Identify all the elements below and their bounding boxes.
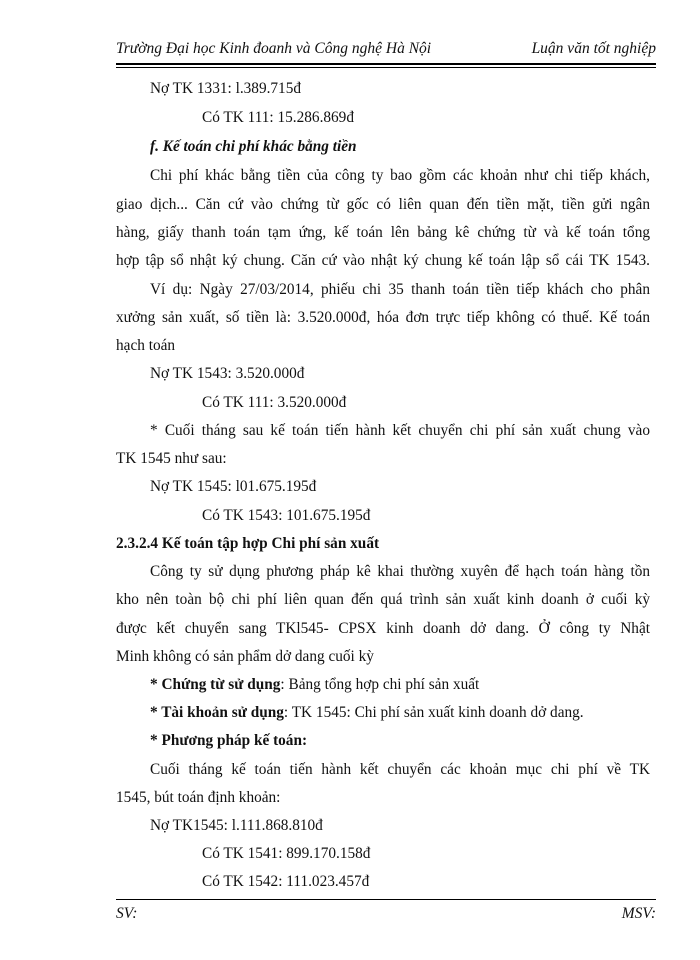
paragraph-line: hạch toán	[116, 337, 176, 354]
bullet-accounts-label: * Tài khoản sử dụng	[150, 704, 284, 721]
paragraph-line: Minh không có sản phẩm dở dang cuối kỳ	[116, 648, 374, 665]
bullet-accounts-text: : TK 1545: Chi phí sản xuất kinh doanh dở dang.	[283, 704, 584, 721]
entry-debit-1545-b: Nợ TK1545: l.111.868.810đ	[150, 817, 323, 834]
bullet-documents-text: : Bảng tổng hợp chi phí sản xuất	[280, 676, 480, 693]
entry-credit-111: Có TK 111: 15.286.869đ	[202, 109, 354, 126]
paragraph-line: Ví dụ: Ngày 27/03/2014, phiếu chi 35 thanh toán tiền tiếp khách cho phân	[150, 281, 650, 298]
entry-credit-1543: Có TK 1543: 101.675.195đ	[202, 507, 371, 524]
header-rule-thin	[116, 67, 656, 68]
entry-credit-111-b: Có TK 111: 3.520.000đ	[202, 394, 347, 411]
page-footer	[116, 905, 656, 925]
bullet-method: * Phương pháp kế toán:	[150, 732, 308, 749]
section-heading-2324: 2.3.2.4 Kế toán tập hợp Chi phí sản xuất	[116, 535, 380, 552]
entry-debit-1545: Nợ TK 1545: l01.675.195đ	[150, 478, 317, 495]
header-doc-type: Luận văn tốt nghiệp	[531, 40, 656, 57]
bullet-accounts	[150, 703, 584, 723]
page-header	[116, 36, 656, 58]
header-rule-thick	[116, 63, 656, 65]
paragraph-line: kho nên toàn bộ chi phí liên quan đến quá trình sản xuất kinh doanh ở cuối kỳ	[116, 591, 650, 608]
paragraph-line: TK 1545 như sau:	[116, 450, 227, 467]
paragraph-line: hàng, giấy thanh toán tạm ứng, kế toán lên bảng kê chứng từ và kế toán tổng	[116, 224, 650, 241]
paragraph-line: hợp tập sổ nhật ký chung. Căn cứ vào nhật ký chung kế toán lập sổ cái TK 1543.	[116, 252, 650, 269]
entry-credit-1542: Có TK 1542: 111.023.457đ	[202, 873, 370, 890]
bullet-documents	[150, 675, 479, 695]
paragraph-line: giao dịch... Căn cứ vào chứng từ gốc có liên quan đến tiền mặt, tiền gửi ngân	[116, 196, 650, 213]
paragraph-line: Công ty sử dụng phương pháp kê khai thường xuyên để hạch toán hàng tồn	[150, 563, 650, 580]
paragraph-line: 1545, bút toán định khoản:	[116, 789, 281, 806]
entry-debit-1331: Nợ TK 1331: l.389.715đ	[150, 80, 302, 97]
header-school-name: Trường Đại học Kinh đoanh và Công nghệ Hà Nội	[116, 40, 432, 57]
paragraph-line: * Cuối tháng sau kế toán tiến hành kết chuyển chi phí sản xuất chung vào	[150, 422, 650, 439]
paragraph-line: được kết chuyển sang TKl545- CPSX kinh doanh dở dang. Ở công ty Nhật	[116, 620, 650, 637]
section-heading-f: f. Kế toán chi phí khác bằng tiền	[150, 138, 357, 155]
paragraph-line: Chi phí khác bằng tiền của công ty bao gồm các khoản như chi tiếp khách,	[150, 167, 650, 184]
bullet-documents-label: * Chứng từ sử dụng	[150, 676, 281, 693]
paragraph-line: Cuối tháng kế toán tiến hành kết chuyển các khoản mục chi phí về TK	[150, 761, 650, 778]
entry-credit-1541: Có TK 1541: 899.170.158đ	[202, 845, 371, 862]
footer-rule	[116, 899, 656, 900]
entry-debit-1543: Nợ TK 1543: 3.520.000đ	[150, 365, 305, 382]
footer-student: SV:	[116, 905, 138, 922]
footer-student-id: MSV:	[621, 905, 656, 922]
paragraph-line: xưởng sản xuất, số tiền là: 3.520.000đ, hóa đơn trực tiếp không có thuế. Kế toán	[116, 309, 650, 326]
